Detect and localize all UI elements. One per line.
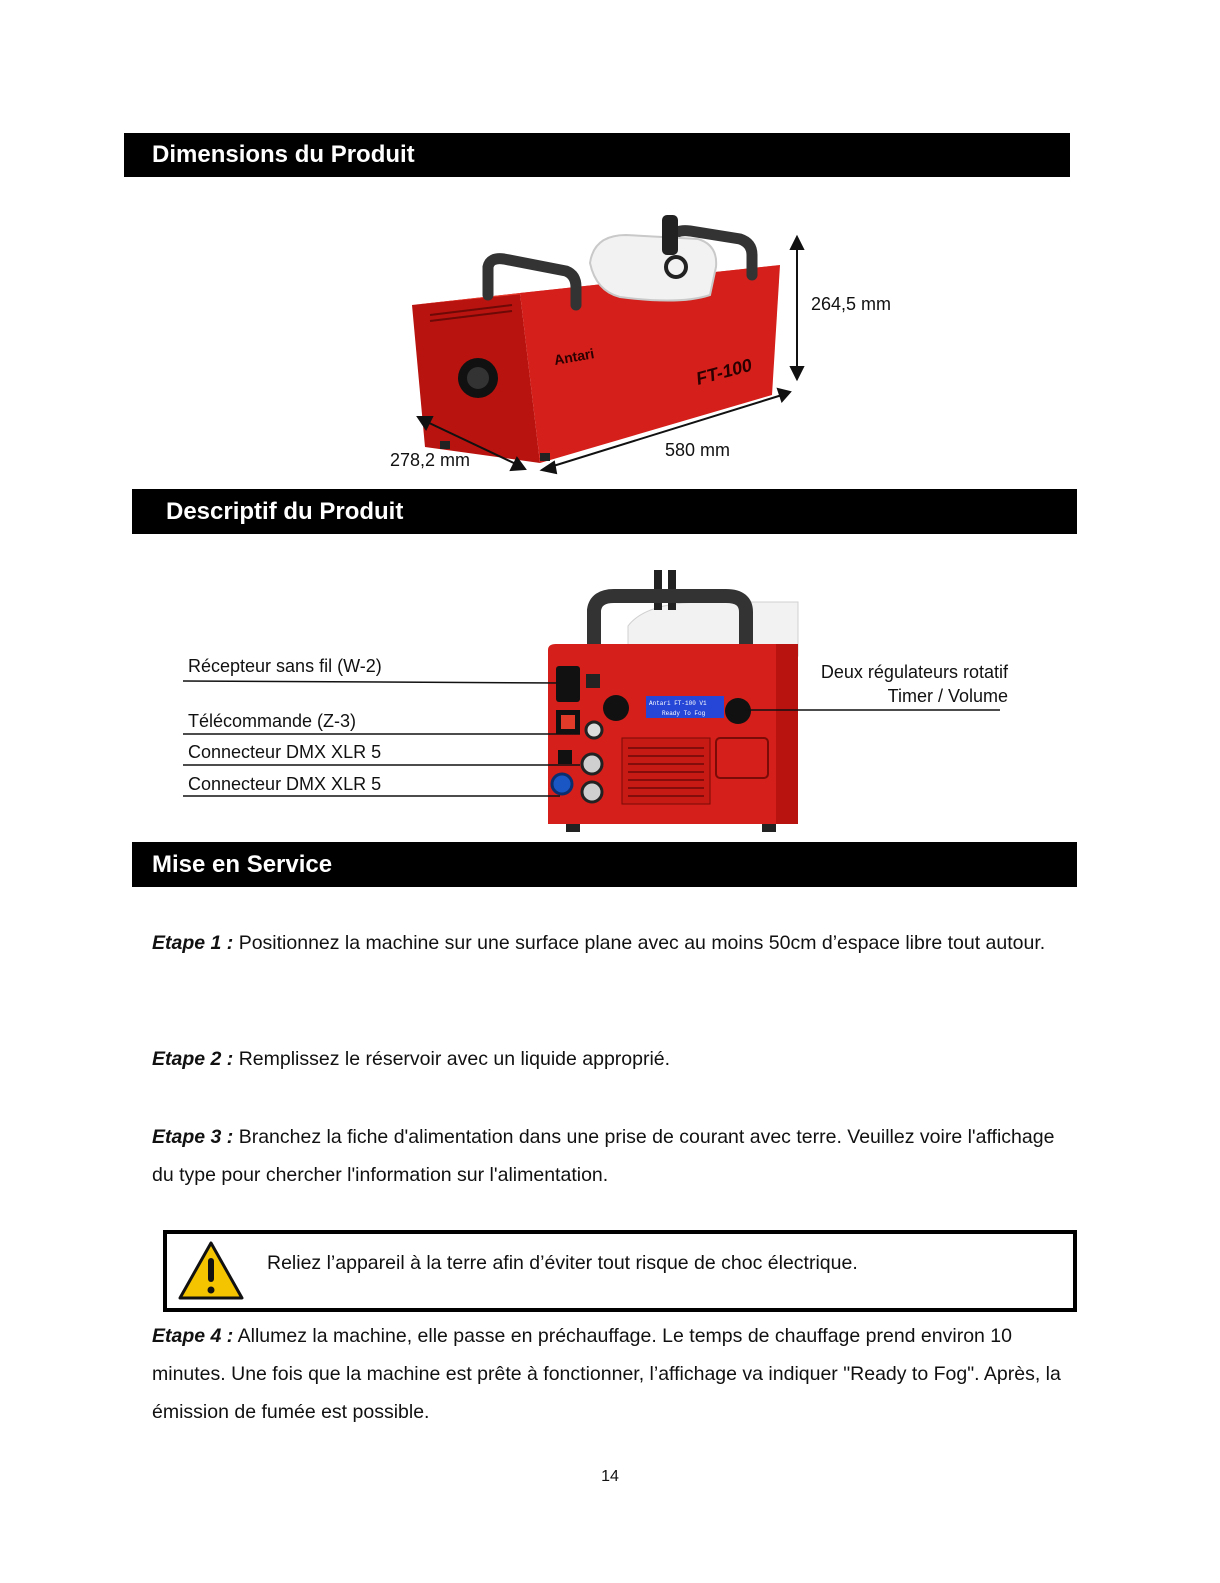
callout-remote: Télécommande (Z-3): [188, 711, 357, 731]
dimension-height-label: 264,5 mm: [811, 294, 892, 314]
callout-knobs-line2: Timer / Volume: [887, 686, 1008, 706]
step-1: Etape 1 : Positionnez la machine sur une surface plane avec au moins 50cm d’espace libre tout autour.: [152, 932, 1046, 954]
section-title: Dimensions du Produit: [152, 141, 415, 168]
model-label: FT-100: [693, 354, 755, 389]
callout-receiver: Récepteur sans fil (W-2): [188, 656, 382, 676]
brand-label: Antari: [552, 345, 596, 368]
warning-box: [163, 1230, 1077, 1312]
callout-knobs-line1: Deux régulateurs rotatif: [820, 662, 1008, 682]
step-4: Etape 4 : Allumez la machine, elle passe en préchauffage. Le temps de chauffage prend environ 10 minutes. Une fois que la machine est prête à fonctionner, l’affichage va indiquer "Ready to Fog". Après, la émission de fumée est possible.: [152, 1325, 1061, 1423]
step-2: Etape 2 : Remplissez le réservoir avec un liquide approprié.: [152, 1048, 671, 1070]
callout-dmx-2: Connecteur DMX XLR 5: [188, 774, 382, 794]
section-title: Mise en Service: [152, 850, 333, 878]
section-title: Descriptif du Produit: [166, 497, 404, 525]
dimension-length-label: 580 mm: [665, 440, 731, 460]
warning-text: Reliez l’appareil à la terre afin d’éviter tout risque de choc électrique.: [267, 1252, 858, 1274]
step-3: Etape 3 : Branchez la fiche d'alimentation dans une prise de courant avec terre. Veuillez voire l'affichage du type pour chercher l'information sur l'alimentation.: [152, 1126, 1055, 1186]
svg-text:Ready To Fog: Ready To Fog: [662, 710, 706, 717]
section-header-setup: [132, 842, 1077, 887]
svg-text:Antari FT-100 V1: Antari FT-100 V1: [649, 700, 707, 707]
warning-triangle-icon: [177, 1240, 245, 1302]
dimension-depth-label: 278,2 mm: [390, 450, 471, 470]
page-number: 14: [601, 1468, 619, 1485]
callout-dmx-1: Connecteur DMX XLR 5: [188, 742, 382, 762]
